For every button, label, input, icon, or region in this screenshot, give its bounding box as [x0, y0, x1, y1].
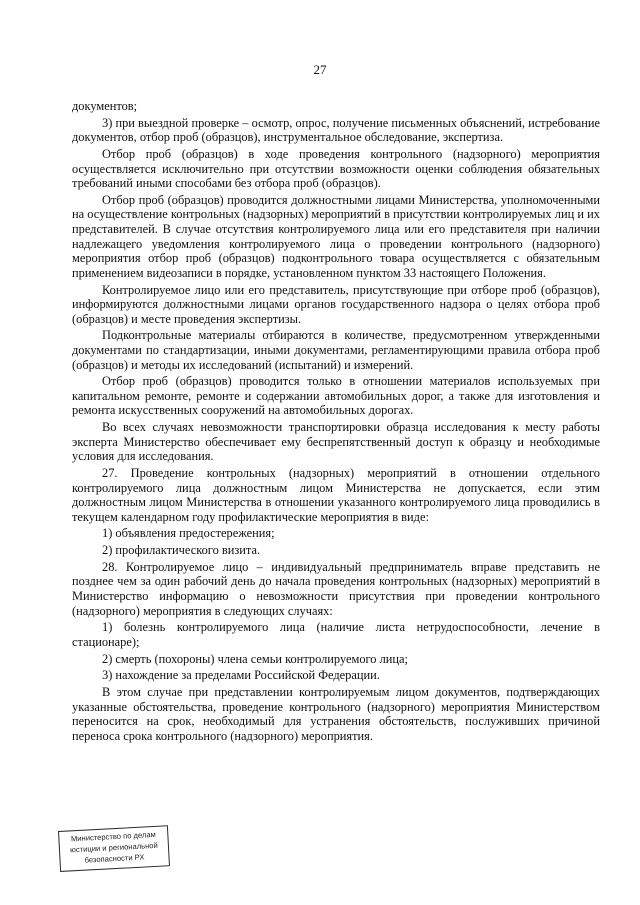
- paragraph: Отбор проб (образцов) в ходе проведения контрольного (надзорного) мероприятия осуществляется исключительно при отсутствии возможности оценки соблюдения обязательных требований иными способами без отбора проб (образцов).: [72, 146, 600, 191]
- stamp-line: юстиции и региональной: [69, 840, 158, 855]
- document-body: [72, 99, 600, 745]
- stamp-line: безопасности РХ: [84, 852, 145, 865]
- list-item: 2) профилактического визита.: [102, 543, 261, 558]
- paragraph: Отбор проб (образцов) проводится должностными лицами Министерства, уполномоченными на осуществление контрольных (надзорных) мероприятий в присутствии контролируемых лиц и их представителей. В случае отсутствия контролируемого лица или его представителя при наличии надлежащего уведомления контролируемого лица о проведении контрольного (надзорного) мероприятия отбор проб (образцов) подконтрольного товара осуществляется с обязательным применением видеозаписи в порядке, установленном пунктом 33 настоящего Положения.: [72, 192, 600, 280]
- paragraph: 28. Контролируемое лицо – индивидуальный предприниматель вправе представить не позднее чем за один рабочий день до начала проведения контрольных (надзорных) мероприятий в Министерство информацию о невозможности присутствия при проведении контрольного (надзорного) мероприятия в следующих случаях:: [72, 559, 600, 618]
- ministry-stamp: [58, 825, 170, 872]
- paragraph: 27. Проведение контрольных (надзорных) мероприятий в отношении отдельного контролируемого лица должностным лицом Министерства не допускается, если этим должностным лицом Министерства в отношении указанного контролируемого лица проводились в текущем календарном году профилактические мероприятия в виде:: [72, 466, 600, 524]
- page-number: 27: [313, 62, 327, 77]
- list-item: 2) смерть (похороны) члена семьи контролируемого лица;: [102, 651, 408, 666]
- list-item: 3) нахождение за пределами Российской Федерации.: [102, 668, 380, 683]
- paragraph: В этом случае при представлении контролируемым лицом документов, подтверждающих указанные обстоятельства, проведение контрольного (надзорного) мероприятия Министерством переносится на срок, необходимый для устранения обстоятельств, послуживших причиной переноса срока контрольного (надзорного) мероприятия.: [72, 684, 600, 743]
- paragraph: документов;: [72, 99, 138, 113]
- paragraph: Во всех случаях невозможности транспортировки образца исследования к месту работы эксперта Министерство обеспечивает ему беспрепятственный доступ к образцу и необходимые условия для исследования.: [72, 420, 600, 464]
- paragraph: Отбор проб (образцов) проводится только в отношении материалов используемых при капитальном ремонте, ремонте и содержании автомобильных дорог, а также для изготовления и ремонта искусственных сооружений на автомобильных дорогах.: [72, 374, 600, 418]
- list-item: 1) объявления предостережения;: [102, 526, 275, 541]
- list-item: 1) болезнь контролируемого лица (наличие листа нетрудоспособности, лечение в стационаре);: [72, 620, 600, 649]
- paragraph: 3) при выездной проверке – осмотр, опрос, получение письменных объяснений, истребование документов, отбор проб (образцов), инструментальное обследование, экспертиза.: [72, 115, 600, 145]
- stamp-line: Министерство по делам: [70, 829, 156, 844]
- paragraph: Подконтрольные материалы отбираются в количестве, предусмотренном утвержденными документами по стандартизации, иными документами, регламентирующими правила отбора проб (образцов) и методы их исследований (испытаний) и измерений.: [72, 328, 600, 372]
- paragraph: Контролируемое лицо или его представитель, присутствующие при отборе проб (образцов), информируются должностными лицами органов государственного надзора о целях отбора проб (образцов) и месте проведения экспертизы.: [72, 282, 600, 326]
